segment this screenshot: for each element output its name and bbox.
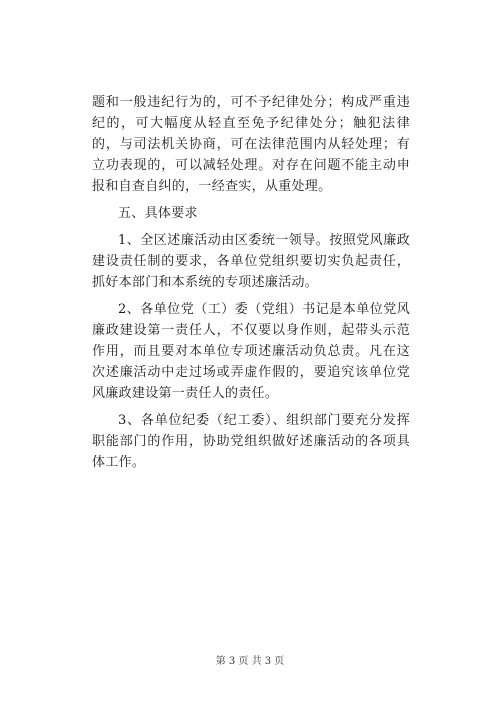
document-body [92, 92, 410, 479]
section-heading: 五、具体要求 [118, 206, 198, 221]
paragraph-item-1: 1、全区述廉活动由区委统一领导。按照党风廉政建设责任制的要求，各单位党组织要切实负起责任，抓好本部门和本系统的专项述廉活动。 [92, 233, 410, 290]
page-footer: 第 3 页 共 3 页 [215, 656, 285, 667]
paragraph-item-3: 3、各单位纪委（纪工委）、组织部门要充分发挥职能部门的作用，协助党组织做好述廉活动的各项具体工作。 [92, 413, 410, 470]
paragraph-item-2: 2、各单位党（工）委（党组）书记是本单位党风廉政建设第一责任人，不仅要以身作则，起带头示范作用，而且要对本单位专项述廉活动负总责。凡在这次述廉活动中走过场或弄虚作假的，要追究该单位党风廉政建设第一责任人的责任。 [92, 302, 410, 401]
paragraph-continuation: 题和一般违纪行为的，可不予纪律处分；构成严重违纪的，可大幅度从轻直至免予纪律处分；触犯法律的，与司法机关协商，可在法律范围内从轻处理；有立功表现的，可以减轻处理。对存在问题不能主动申报和自查自纠的，一经查实，从重处理。 [92, 95, 410, 194]
